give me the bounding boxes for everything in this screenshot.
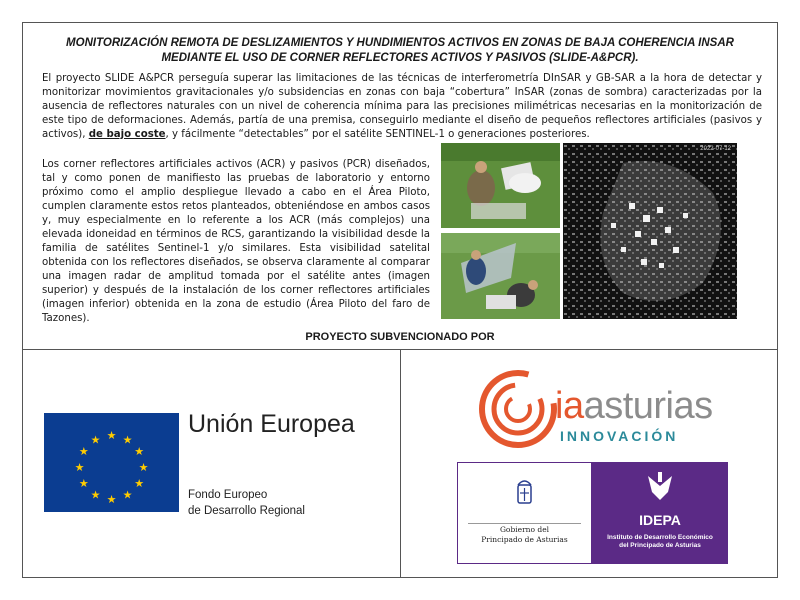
title-line-1: MONITORIZACIÓN REMOTA DE DESLIZAMIENTOS Y HUNDIMIENTOS ACTIVOS EN ZONAS DE BAJA COHERENCIA INSAR xyxy=(66,37,734,49)
asturias-crest-icon xyxy=(458,463,591,521)
svg-text:★: ★ xyxy=(90,433,101,447)
svg-text:★: ★ xyxy=(90,488,101,502)
field-photo-bottom xyxy=(441,233,560,319)
ia-subtitle: INNOVACIÓN xyxy=(560,428,679,444)
funding-heading: PROYECTO SUBVENCIONADO POR xyxy=(305,331,495,343)
document-title xyxy=(30,36,770,66)
intro-emphasis: de bajo coste xyxy=(88,129,166,140)
gov-line-1: Gobierno del xyxy=(499,525,550,534)
idepa-logo-box xyxy=(592,462,728,564)
gov-logo-box xyxy=(457,462,592,564)
intro-text-before: El proyecto SLIDE A&PCR perseguía superar las limitaciones de las técnicas de interferometría DInSAR y GB-SAR a la hora de detectar y monitorizar movimientos gravitacionales y/o subsidencias en zonas con baja “cobertura” InSAR (zonas de sombra) caracterizadas por la ausencia de reflectores naturales con un nivel de coherencia mínima para las precisiones milimétricas necesarias en la monitorización de este tipo de deformaciones. Además, partía de una premisa, conseguirlo mediante el diseño de pequeños reflectores artificiales (pasivos y activos), xyxy=(42,73,762,140)
field-photo-top xyxy=(441,143,560,228)
svg-text:★: ★ xyxy=(134,445,145,458)
svg-text:★: ★ xyxy=(74,461,85,474)
body-paragraph: Los corner reflectores artificiales activos (ACR) y pasivos (PCR) diseñados, tal y como ponen de manifiesto las pruebas de laboratorio y entorno próximo como el amplio despliegue llevado a cabo en el Área Piloto, cumplen claramente estos retos planteados, obteniéndose en ambos casos y, muy especialmente en lo referente a los ACR (más complejos) una elevada idoneidad en términos de RCS, garantizando la visibilidad desde la familia de satélites Sentinel-1 y/o similares. Esta visibilidad satelital obtenida con los reflectores diseñados, se observa claramente al comparar una imagen radar de amplitud tomada por el satélite antes (imagen superior) y después de la instalación de los corner reflectores artificiales (imagen inferior) obtenida en la zona de estudio (Área Piloto del faro de Tazones). xyxy=(42,159,430,324)
svg-text:★: ★ xyxy=(106,429,117,442)
eu-fund-line-2: de Desarrollo Regional xyxy=(188,505,305,517)
eu-fund-text xyxy=(188,487,305,519)
ia-brand-name xyxy=(555,385,713,428)
idepa-emblem-icon xyxy=(592,462,728,510)
intro-text-after: , y fácilmente “detectables” por el satélite SENTINEL-1 o generaciones posteriores. xyxy=(165,129,590,140)
eu-fund-line-1: Fondo Europeo xyxy=(188,489,268,501)
eu-name: Unión Europea xyxy=(188,410,355,438)
title-line-2: MEDIANTE EL USO DE CORNER REFLECTORES ACTIVOS Y PASIVOS (SLIDE-A&PCR). xyxy=(161,52,639,64)
divider-vertical xyxy=(400,349,401,578)
ia-brand-accent: ia xyxy=(555,385,584,427)
svg-text:★: ★ xyxy=(134,477,145,490)
svg-text:★: ★ xyxy=(78,445,89,458)
idepa-desc-line-2: del Principado de Asturias xyxy=(619,542,701,549)
idepa-description xyxy=(592,534,728,550)
svg-text:★: ★ xyxy=(122,488,133,502)
svg-text:★: ★ xyxy=(78,477,89,490)
idepa-name: IDEPA xyxy=(639,512,681,528)
radar-date-label: 2022-07-12 xyxy=(700,146,731,152)
gov-name xyxy=(458,525,591,545)
radar-amplitude-image xyxy=(563,143,737,319)
ia-brand-rest: asturias xyxy=(583,385,713,427)
gov-divider xyxy=(468,523,581,524)
idepa-desc-line-1: Instituto de Desarrollo Económico xyxy=(607,534,713,541)
svg-text:★: ★ xyxy=(138,461,149,474)
eu-flag-logo xyxy=(44,413,179,512)
intro-paragraph xyxy=(42,72,762,142)
svg-text:★: ★ xyxy=(106,493,117,506)
gov-line-2: Principado de Asturias xyxy=(481,535,568,544)
svg-text:★: ★ xyxy=(122,433,133,447)
